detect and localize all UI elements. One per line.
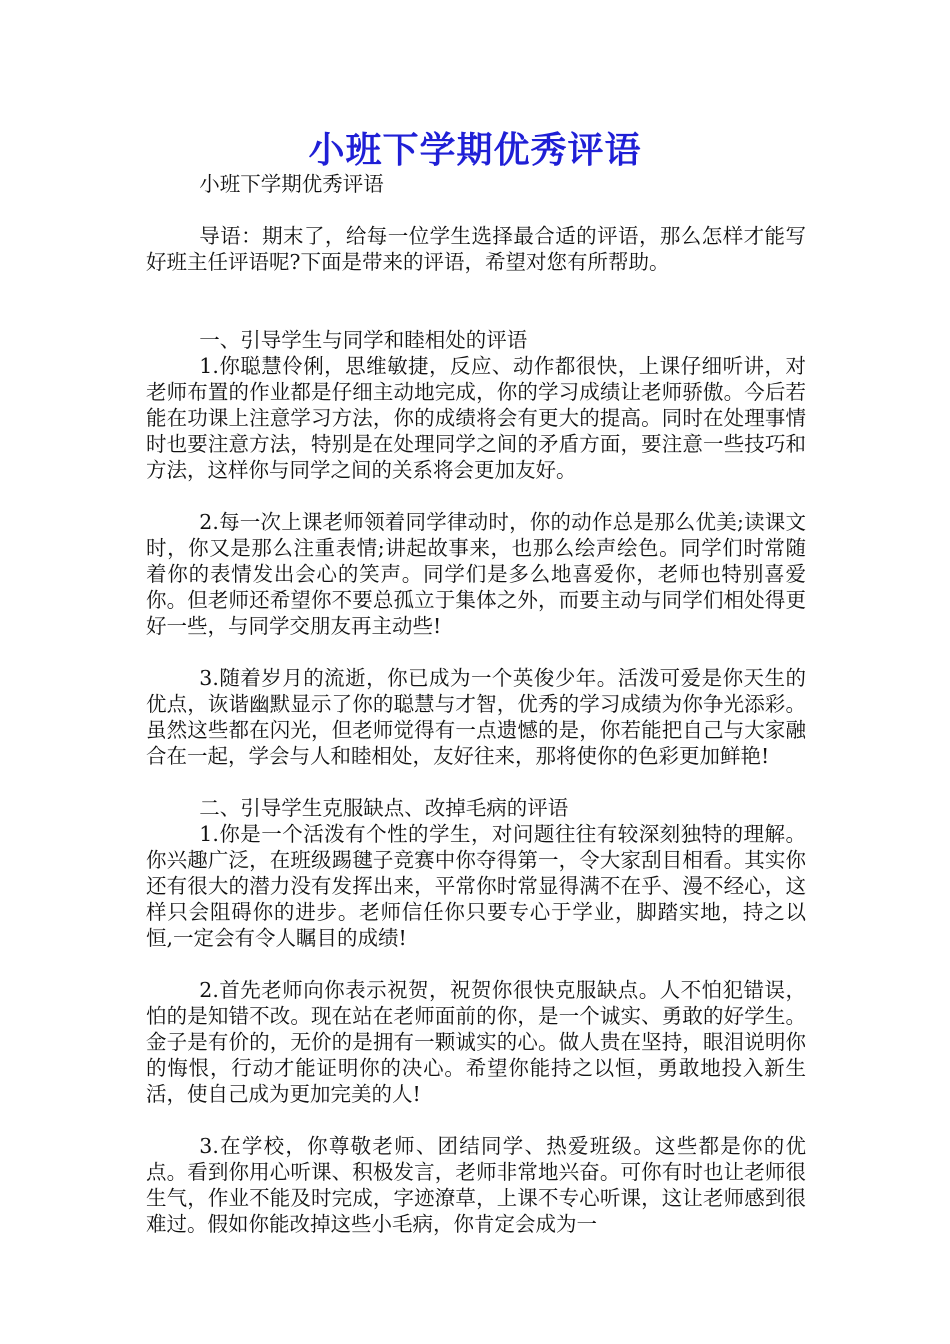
section1-item-2: 2.每一次上课老师领着同学律动时，你的动作总是那么优美;读课文时，你又是那么注重表情;讲起故事来，也那么绘声绘色。同学们时常随着你的表情发出会心的笑声。同学们是多么地喜爱你，老师也特别喜爱你。但老师还希望你不要总孤立于集体之外，而要主动与同学们相处得更好一些，与同学交朋友再主动些! xyxy=(146,510,806,638)
spacer xyxy=(146,639,806,665)
section1-item-1: 1.你聪慧伶俐，思维敏捷，反应、动作都很快，上课仔细听讲，对老师布置的作业都是仔细主动地完成，你的学习成绩让老师骄傲。今后若能在功课上注意学习方法，你的成绩将会有更大的提高。同时在处理事情时也要注意方法，特别是在处理同学之间的矛盾方面，要注意一些技巧和方法，这样你与同学之间的关系将会更加友好。 xyxy=(146,354,806,482)
spacer xyxy=(146,769,806,795)
section1-item-3: 3.随着岁月的流逝，你已成为一个英俊少年。活泼可爱是你天生的优点，诙谐幽默显示了你的聪慧与才智，优秀的学习成绩为你争光添彩。虽然这些都在闪光，但老师觉得有一点遗憾的是，你若能把自己与大家融合在一起，学会与人和睦相处，友好往来，那将使你的色彩更加鲜艳! xyxy=(146,666,806,768)
document-title: 小班下学期优秀评语 xyxy=(308,129,642,171)
spacer xyxy=(146,951,806,977)
section2-heading: 二、引导学生克服缺点、改掉毛病的评语 xyxy=(199,796,569,820)
section1-heading: 一、引导学生与同学和睦相处的评语 xyxy=(199,328,528,352)
intro-paragraph: 导语：期末了，给每一位学生选择最合适的评语，那么怎样才能写好班主任评语呢?下面是带来的评语，希望对您有所帮助。 xyxy=(146,224,806,274)
document-subtitle: 小班下学期优秀评语 xyxy=(199,172,384,196)
spacer xyxy=(146,483,806,509)
spacer xyxy=(146,1107,806,1133)
document-body xyxy=(146,171,806,1237)
section2-item-2: 2.首先老师向你表示祝贺，祝贺你很快克服缺点。人不怕犯错误，怕的是知错不改。现在站在老师面前的你，是一个诚实、勇敢的好学生。金子是有价的，无价的是拥有一颗诚实的心。做人贵在坚持，眼泪说明你的悔恨，行动才能证明你的决心。希望你能持之以恒，勇敢地投入新生活，使自己成为更加完美的人! xyxy=(146,978,806,1106)
section2-item-3: 3.在学校，你尊敬老师、团结同学、热爱班级。这些都是你的优点。看到你用心听课、积极发言，老师非常地兴奋。可你有时也让老师很生气，作业不能及时完成，字迹潦草，上课不专心听课，这让老师感到很难过。假如你能改掉这些小毛病，你肯定会成为一 xyxy=(146,1134,806,1236)
section2-item-1: 1.你是一个活泼有个性的学生，对问题往往有较深刻独特的理解。你兴趣广泛，在班级踢毽子竞赛中你夺得第一，令大家刮目相看。其实你还有很大的潜力没有发挥出来，平常你时常显得满不在乎、漫不经心，这样只会阻碍你的进步。老师信任你只要专心于学业，脚踏实地，持之以恒,一定会有令人瞩目的成绩! xyxy=(146,822,806,950)
spacer xyxy=(146,275,806,327)
